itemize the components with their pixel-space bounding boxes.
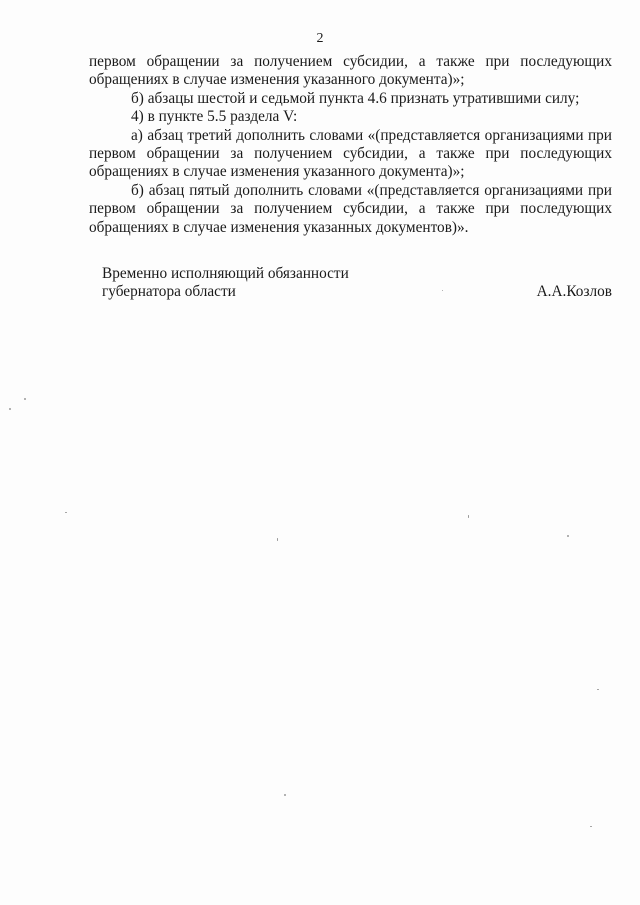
scan-speck xyxy=(442,290,443,291)
scan-speck xyxy=(24,398,26,400)
scan-speck xyxy=(65,512,67,513)
signatory-title-line-1: Временно исполняющий обязанности xyxy=(102,265,349,282)
scan-speck xyxy=(277,538,278,541)
signature-row xyxy=(102,283,612,301)
scan-speck xyxy=(468,515,469,518)
scan-speck xyxy=(597,689,599,690)
signatory-title-line-2: губернатора области xyxy=(102,283,236,301)
paragraph-item-b-4-6: б) абзацы шестой и седьмой пункта 4.6 признать утратившими силу; xyxy=(131,89,580,107)
scan-speck xyxy=(567,535,569,537)
paragraph-item-4: 4) в пункте 5.5 раздела V: xyxy=(131,108,298,126)
paragraph-continuation: первом обращении за получением субсидии, а также при последующих обращениях в случае изменения указанного документа)»; xyxy=(89,53,612,89)
page-number: 2 xyxy=(316,31,324,46)
scan-speck xyxy=(590,826,592,827)
paragraph-item-a-third: а) абзац третий дополнить словами «(представляется организациями при первом обращении за получением субсидии, а также при последующих обращениях в случае изменения указанного документа)»; xyxy=(89,126,612,181)
signatory-name: А.А.Козлов xyxy=(536,283,612,301)
document-body xyxy=(89,53,612,237)
paragraph-item-b-fifth: б) абзац пятый дополнить словами «(представляется организациями при первом обращении за получением субсидии, а также при последующих обращениях в случае изменения указанных документов)». xyxy=(89,181,612,236)
scan-speck xyxy=(284,794,286,796)
scan-speck xyxy=(9,408,11,410)
signature-block xyxy=(102,265,612,302)
